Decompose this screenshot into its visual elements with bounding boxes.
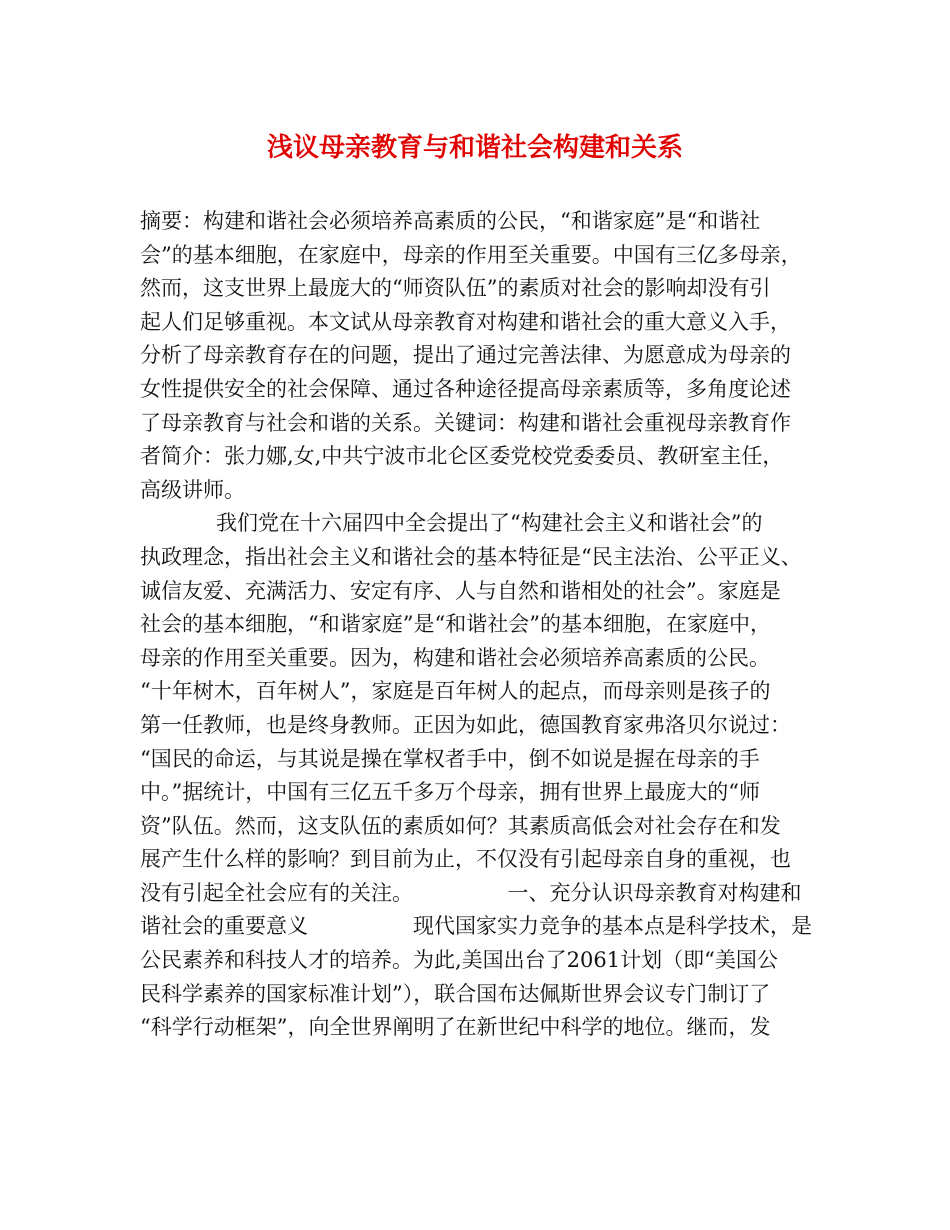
body-line: 社会的基本细胞，“和谐家庭”是“和谐社会”的基本细胞，在家庭中， bbox=[140, 612, 771, 637]
body-line: 第一任教师，也是终身教师。正因为如此，德国教育家弗洛贝尔说过： bbox=[140, 712, 791, 737]
body-line: 分析了母亲教育存在的问题，提出了通过完善法律、为愿意成为母亲的 bbox=[140, 343, 791, 368]
body-line: 展产生什么样的影响？到目前为止，不仅没有引起母亲自身的重视，也 bbox=[140, 847, 791, 872]
body-line: 母亲的作用至关重要。因为，构建和谐社会必须培养高素质的公民。 bbox=[140, 645, 770, 670]
body-line: 谐社会的重要意义 现代国家实力竞争的基本点是科学技术，是 bbox=[140, 914, 812, 939]
body-line: 公民素养和科技人才的培养。为此,美国出台了2061计划（即“美国公 bbox=[140, 948, 778, 973]
body-line: 会”的基本细胞，在家庭中，母亲的作用至关重要。中国有三亿多母亲， bbox=[140, 242, 802, 267]
body-line: 我们党在十六届四中全会提出了“构建社会主义和谐社会”的 bbox=[216, 511, 763, 536]
body-line: 了母亲教育与社会和谐的关系。关键词：构建和谐社会重视母亲教育作 bbox=[140, 410, 791, 435]
document-title: 浅议母亲教育与和谐社会构建和关系 bbox=[266, 133, 683, 163]
body-line: 摘要：构建和谐社会必须培养高素质的公民，“和谐家庭”是“和谐社 bbox=[140, 209, 761, 233]
body-line: 没有引起全社会应有的关注。 一、充分认识母亲教育对构建和 bbox=[140, 880, 802, 905]
body-line: 民科学素养的国家标准计划”），联合国布达佩斯世界会议专门制订了 bbox=[140, 981, 771, 1006]
body-line: “十年树木，百年树人”，家庭是百年树人的起点，而母亲则是孩子的 bbox=[140, 679, 771, 704]
body-line: 然而，这支世界上最庞大的“师资队伍”的素质对社会的影响却没有引 bbox=[140, 276, 771, 301]
body-line: 高级讲师。 bbox=[140, 477, 245, 502]
body-line: 者简介：张力娜,女,中共宁波市北仑区委党校党委委员、教研室主任， bbox=[140, 444, 784, 469]
body-line: 中。”据统计，中国有三亿五千多万个母亲，拥有世界上最庞大的“师 bbox=[140, 780, 760, 805]
body-line: “科学行动框架”，向全世界阐明了在新世纪中科学的地位。继而，发 bbox=[140, 1015, 771, 1040]
body-line: 诚信友爱、充满活力、安定有序、人与自然和谐相处的社会”。家庭是 bbox=[140, 578, 781, 603]
document-body bbox=[140, 205, 815, 1045]
body-line: “国民的命运，与其说是操在掌权者手中，倒不如说是握在母亲的手 bbox=[140, 746, 760, 771]
body-line: 女性提供安全的社会保障、通过各种途径提高母亲素质等，多角度论述 bbox=[140, 376, 791, 401]
body-line: 执政理念，指出社会主义和谐社会的基本特征是“民主法治、公平正义、 bbox=[140, 544, 802, 569]
body-line: 起人们足够重视。本文试从母亲教育对构建和谐社会的重大意义入手， bbox=[140, 309, 791, 334]
body-line: 资”队伍。然而，这支队伍的素质如何？其素质高低会对社会存在和发 bbox=[140, 813, 781, 838]
